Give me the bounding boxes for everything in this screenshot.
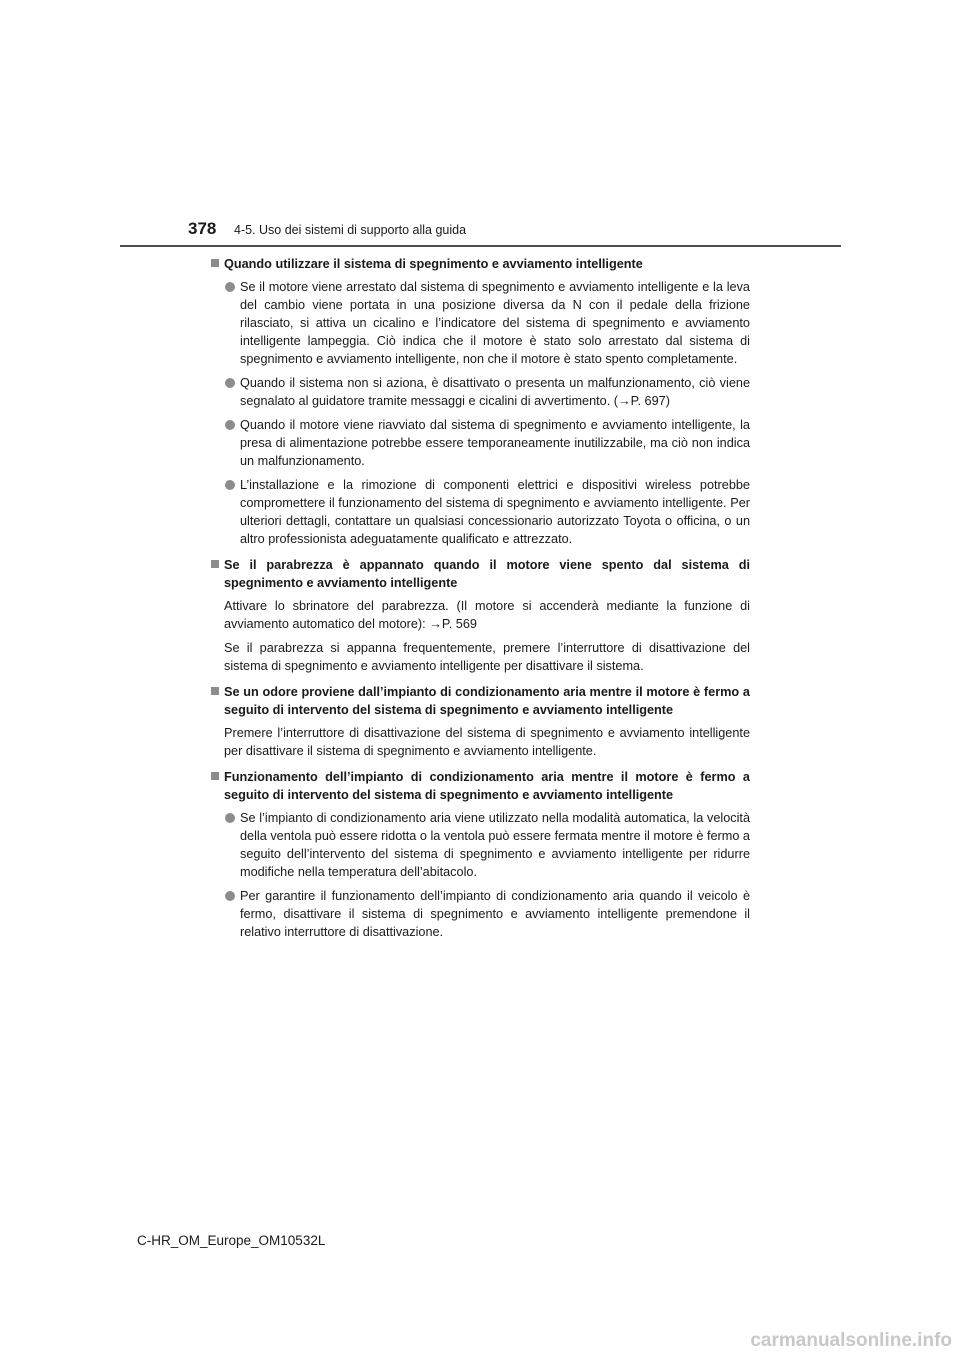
page-content	[210, 255, 750, 949]
round-bullet-icon	[225, 480, 235, 490]
section-heading: Quando utilizzare il sistema di spegnimento e avviamento intelligente	[224, 257, 643, 271]
list-item-text: Quando il sistema non si aziona, è disattivato o presenta un malfunzionamento, ciò viene segnalato al guidatore tramite messaggi e cicalini di avvertimento. (→P. 697)	[240, 376, 750, 408]
section-heading: Se il parabrezza è appannato quando il motore viene spento dal sistema di spegnimento e avviamento intelligente	[224, 558, 750, 590]
round-bullet-icon	[225, 378, 235, 388]
round-bullet-icon	[225, 282, 235, 292]
section-ac-odor	[210, 683, 750, 760]
square-bullet-icon	[211, 772, 219, 780]
paragraph: Attivare lo sbrinatore del parabrezza. (Il motore si accenderà mediante la funzione di avviamento automatico del motore): →P. 569	[224, 599, 750, 631]
section-ac-operation	[210, 768, 750, 941]
section-heading: Funzionamento dell’impianto di condizionamento aria mentre il motore è fermo a seguito di intervento del sistema di spegnimento e avviamento intelligente	[224, 770, 750, 802]
list-item	[224, 416, 750, 470]
chapter-title: 4-5. Uso dei sistemi di supporto alla guida	[234, 223, 467, 237]
paragraph: Premere l’interruttore di disattivazione del sistema di spegnimento e avviamento intelligente per disattivare il sistema di spegnimento e avviamento intelligente.	[224, 726, 750, 758]
list-item	[224, 887, 750, 941]
page-number: 378	[188, 219, 217, 238]
section-when-to-use	[210, 255, 750, 548]
round-bullet-icon	[225, 891, 235, 901]
list-item	[224, 476, 750, 548]
round-bullet-icon	[225, 420, 235, 430]
round-bullet-icon	[225, 813, 235, 823]
square-bullet-icon	[211, 560, 219, 568]
square-bullet-icon	[211, 687, 219, 695]
paragraph: Se il parabrezza si appanna frequentemente, premere l’interruttore di disattivazione del sistema di spegnimento e avviamento intelligente per disattivare il sistema.	[224, 641, 750, 673]
list-item	[224, 278, 750, 368]
list-item-text: Quando il motore viene riavviato dal sistema di spegnimento e avviamento intelligente, la presa di alimentazione potrebbe essere temporaneamente inutilizzabile, ma ciò non indica un malfunzionamento.	[240, 418, 750, 468]
section-heading: Se un odore proviene dall’impianto di condizionamento aria mentre il motore è fermo a seguito di intervento del sistema di spegnimento e avviamento intelligente	[224, 685, 750, 717]
list-item	[224, 809, 750, 881]
list-item-text: Se l’impianto di condizionamento aria viene utilizzato nella modalità automatica, la velocità della ventola può essere ridotta o la ventola può essere fermata mentre il motore è fermo a seguito dell’intervento del sistema di spegnimento e avviamento intelligente per ridurre modifiche nella temperatura dell’abitacolo.	[240, 811, 750, 879]
header-divider	[120, 245, 841, 247]
list-item-text: Se il motore viene arrestato dal sistema di spegnimento e avviamento intelligente e la leva del cambio viene portata in una posizione diversa da N con il pedale della frizione rilasciato, si attiva un cicalino e l’indicatore del sistema di spegnimento e avviamento intelligente lampeggia. Ciò indica che il motore è stato solo arrestato dal sistema di spegnimento e avviamento intelligente, non che il motore è stato spento completamente.	[240, 280, 750, 366]
square-bullet-icon	[211, 259, 219, 267]
section-windshield-fogged	[210, 556, 750, 675]
list-item	[224, 374, 750, 410]
list-item-text: Per garantire il funzionamento dell’impianto di condizionamento aria quando il veicolo è fermo, disattivare il sistema di spegnimento e avviamento intelligente premendone il relativo interruttore di disattivazione.	[240, 889, 750, 939]
document-code: C-HR_OM_Europe_OM10532L	[137, 1233, 326, 1248]
watermark: carmanualsonline.info	[750, 1330, 952, 1351]
list-item-text: L’installazione e la rimozione di componenti elettrici e dispositivi wireless potrebbe compromettere il funzionamento del sistema di spegnimento e avviamento intelligente. Per ulteriori dettagli, contattare un qualsiasi concessionario autorizzato Toyota o officina, o un altro professionista adeguatamente qualificato e attrezzato.	[240, 478, 750, 546]
